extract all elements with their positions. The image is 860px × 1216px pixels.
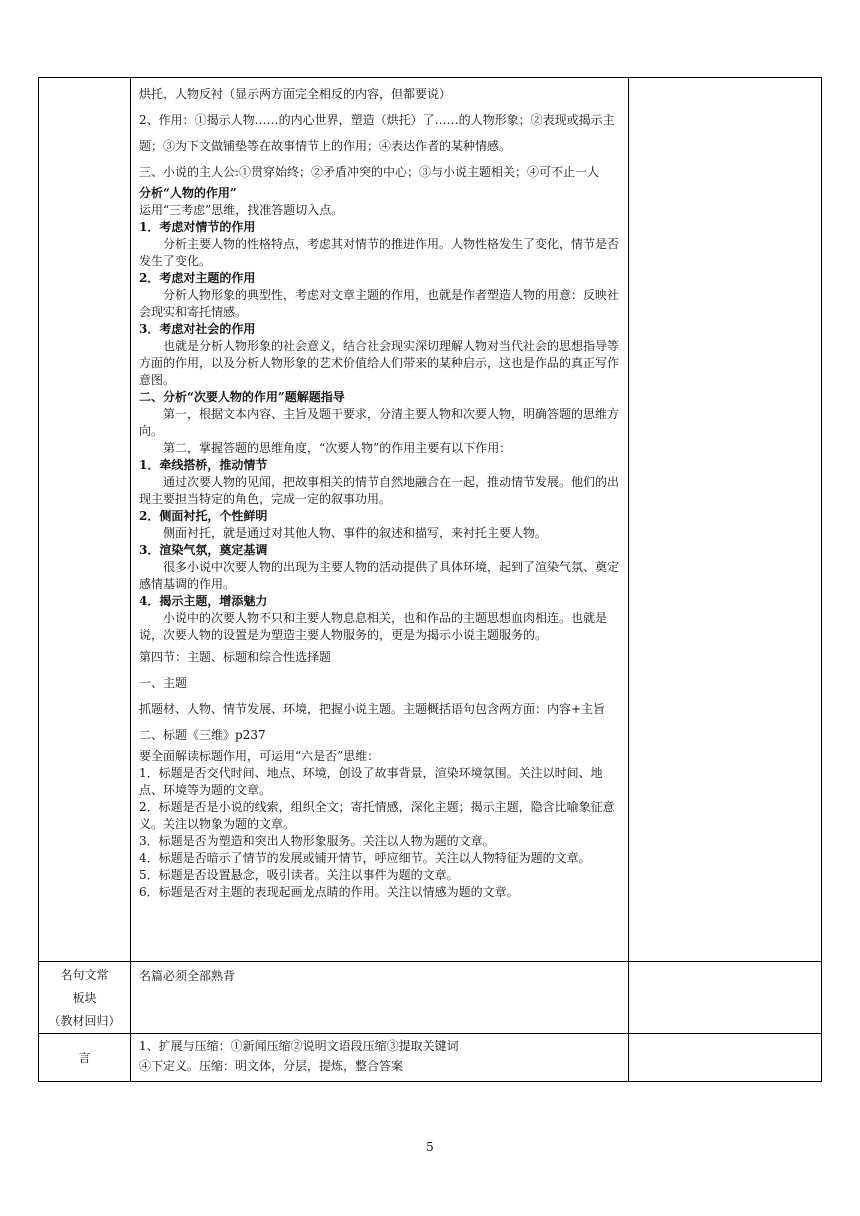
paragraph: 第一，根据文本内容、主旨及题干要求，分清主要人物和次要人物，明确答题的思维方向。 <box>139 407 620 438</box>
content-line: 名篇必须全部熟背 <box>139 969 236 983</box>
row-label-line: 板块 <box>72 991 97 1005</box>
paragraph: 分析人物形象的典型性，考虑对文章主题的作用，也就是作者塑造人物的用意：反映社会现实和寄托情感。 <box>139 288 620 319</box>
paragraph: 4．标题是否暗示了情节的发展或铺开情节，呼应细节。关注以人物特征为题的文章。 <box>139 851 591 865</box>
row-label <box>39 1034 131 1082</box>
paragraph: 4．揭示主题，增添魅力 <box>139 594 268 608</box>
row-label-line: 言 <box>78 1051 91 1065</box>
paragraph: 1．考虑对情节的作用 <box>139 220 256 234</box>
table-row <box>39 78 822 962</box>
paragraph: 也就是分析人物形象的社会意义，结合社会现实深切理解人物对当代社会的思想指导等方面的作用，以及分析人物形象的艺术价值给人们带来的某种启示，这也是作品的真正写作意图。 <box>139 339 620 387</box>
paragraph: 分析主要人物的性格特点，考虑其对情节的推进作用。人物性格发生了变化，情节是否发生了变化。 <box>139 237 620 268</box>
paragraph: 通过次要人物的见闻，把故事相关的情节自然地融合在一起，推动情节发展。他们的出现主要担当特定的角色，完成一定的叙事功用。 <box>139 475 620 506</box>
paragraph: 三、小说的主人公:①贯穿始终；②矛盾冲突的中心；③与小说主题相关；④可不止一人 <box>139 165 600 179</box>
paragraph: 1．牵线搭桥，推动情节 <box>139 458 268 472</box>
notes-cell <box>629 962 822 1034</box>
paragraph: 要全面解读标题作用，可运用“六是否”思维： <box>139 749 380 763</box>
page-number: 5 <box>426 1140 434 1154</box>
paragraph: 抓题材、人物、情节发展、环境，把握小说主题。主题概括语句包含两方面：内容+主旨 <box>139 702 606 716</box>
paragraph: 2、作用：①揭示人物……的内心世界，塑造（烘托）了……的人物形象；②表现或揭示主题；③为下文做铺垫等在故事情节上的作用；④表达作者的某种情感。 <box>139 113 615 153</box>
paragraph: 第二，掌握答题的思维角度，“次要人物”的作用主要有以下作用： <box>163 441 512 455</box>
content-line: 1、扩展与压缩：①新闻压缩②说明文语段压缩③提取关键词 <box>139 1039 459 1053</box>
paragraph: 3．标题是否为塑造和突出人物形象服务。关注以人物为题的文章。 <box>139 834 495 848</box>
paragraph: 第四节：主题、标题和综合性选择题 <box>139 650 332 664</box>
notes-cell <box>629 1034 822 1082</box>
paragraph: 5．标题是否设置悬念，吸引读者。关注以事件为题的文章。 <box>139 868 459 882</box>
paragraph: 烘托，人物反衬（显示两方面完全相反的内容，但都要说） <box>139 87 452 101</box>
paragraph: 2．侧面衬托，个性鲜明 <box>139 509 268 523</box>
notes-cell <box>629 78 822 962</box>
content-cell <box>131 1034 629 1082</box>
table-row <box>39 962 822 1034</box>
body-text <box>139 81 621 901</box>
content-line: ④下定义。压缩：明文体，分层，提炼，整合答案 <box>139 1059 404 1073</box>
content-cell-main <box>131 78 629 962</box>
row-label <box>39 962 131 1034</box>
table-row <box>39 1034 822 1082</box>
row-label-line: （教材回归） <box>48 1014 121 1028</box>
paragraph: 1．标题是否交代时间、地点、环境，创设了故事背景，渲染环境氛围。关注以时间、地点、环境等为题的文章。 <box>139 766 603 797</box>
paragraph: 2．标题是否是小说的线索，组织全文；寄托情感，深化主题；揭示主题，隐含比喻象征意义。关注以物象为题的文章。 <box>139 800 615 831</box>
content-cell <box>131 962 629 1034</box>
paragraph: 二、分析“次要人物的作用”题解题指导 <box>139 390 345 404</box>
paragraph: 6．标题是否对主题的表现起画龙点睛的作用。关注以情感为题的文章。 <box>139 885 519 899</box>
paragraph: 小说中的次要人物不只和主要人物息息相关，也和作品的主题思想血肉相连。也就是说，次要人物的设置是为塑造主要人物服务的，更是为揭示小说主题服务的。 <box>139 611 608 642</box>
paragraph: 很多小说中次要人物的出现为主要人物的活动提供了具体环境，起到了渲染气氛、奠定感情基调的作用。 <box>139 560 620 591</box>
label-cell-empty <box>39 78 131 962</box>
paragraph: 3．渲染气氛，奠定基调 <box>139 543 268 557</box>
paragraph: 分析“人物的作用” <box>139 186 237 200</box>
row-label-line: 名句文常 <box>60 968 109 982</box>
paragraph: 2．考虑对主题的作用 <box>139 271 256 285</box>
paragraph: 二、标题《三维》p237 <box>139 728 266 742</box>
paragraph: 侧面衬托，就是通过对其他人物、事件的叙述和描写，来衬托主要人物。 <box>163 526 548 540</box>
paragraph: 运用“三考虑”思维，找准答题切入点。 <box>139 203 344 217</box>
lesson-plan-table <box>38 77 822 1082</box>
paragraph: 一、主题 <box>139 676 188 690</box>
paragraph: 3．考虑对社会的作用 <box>139 322 256 336</box>
